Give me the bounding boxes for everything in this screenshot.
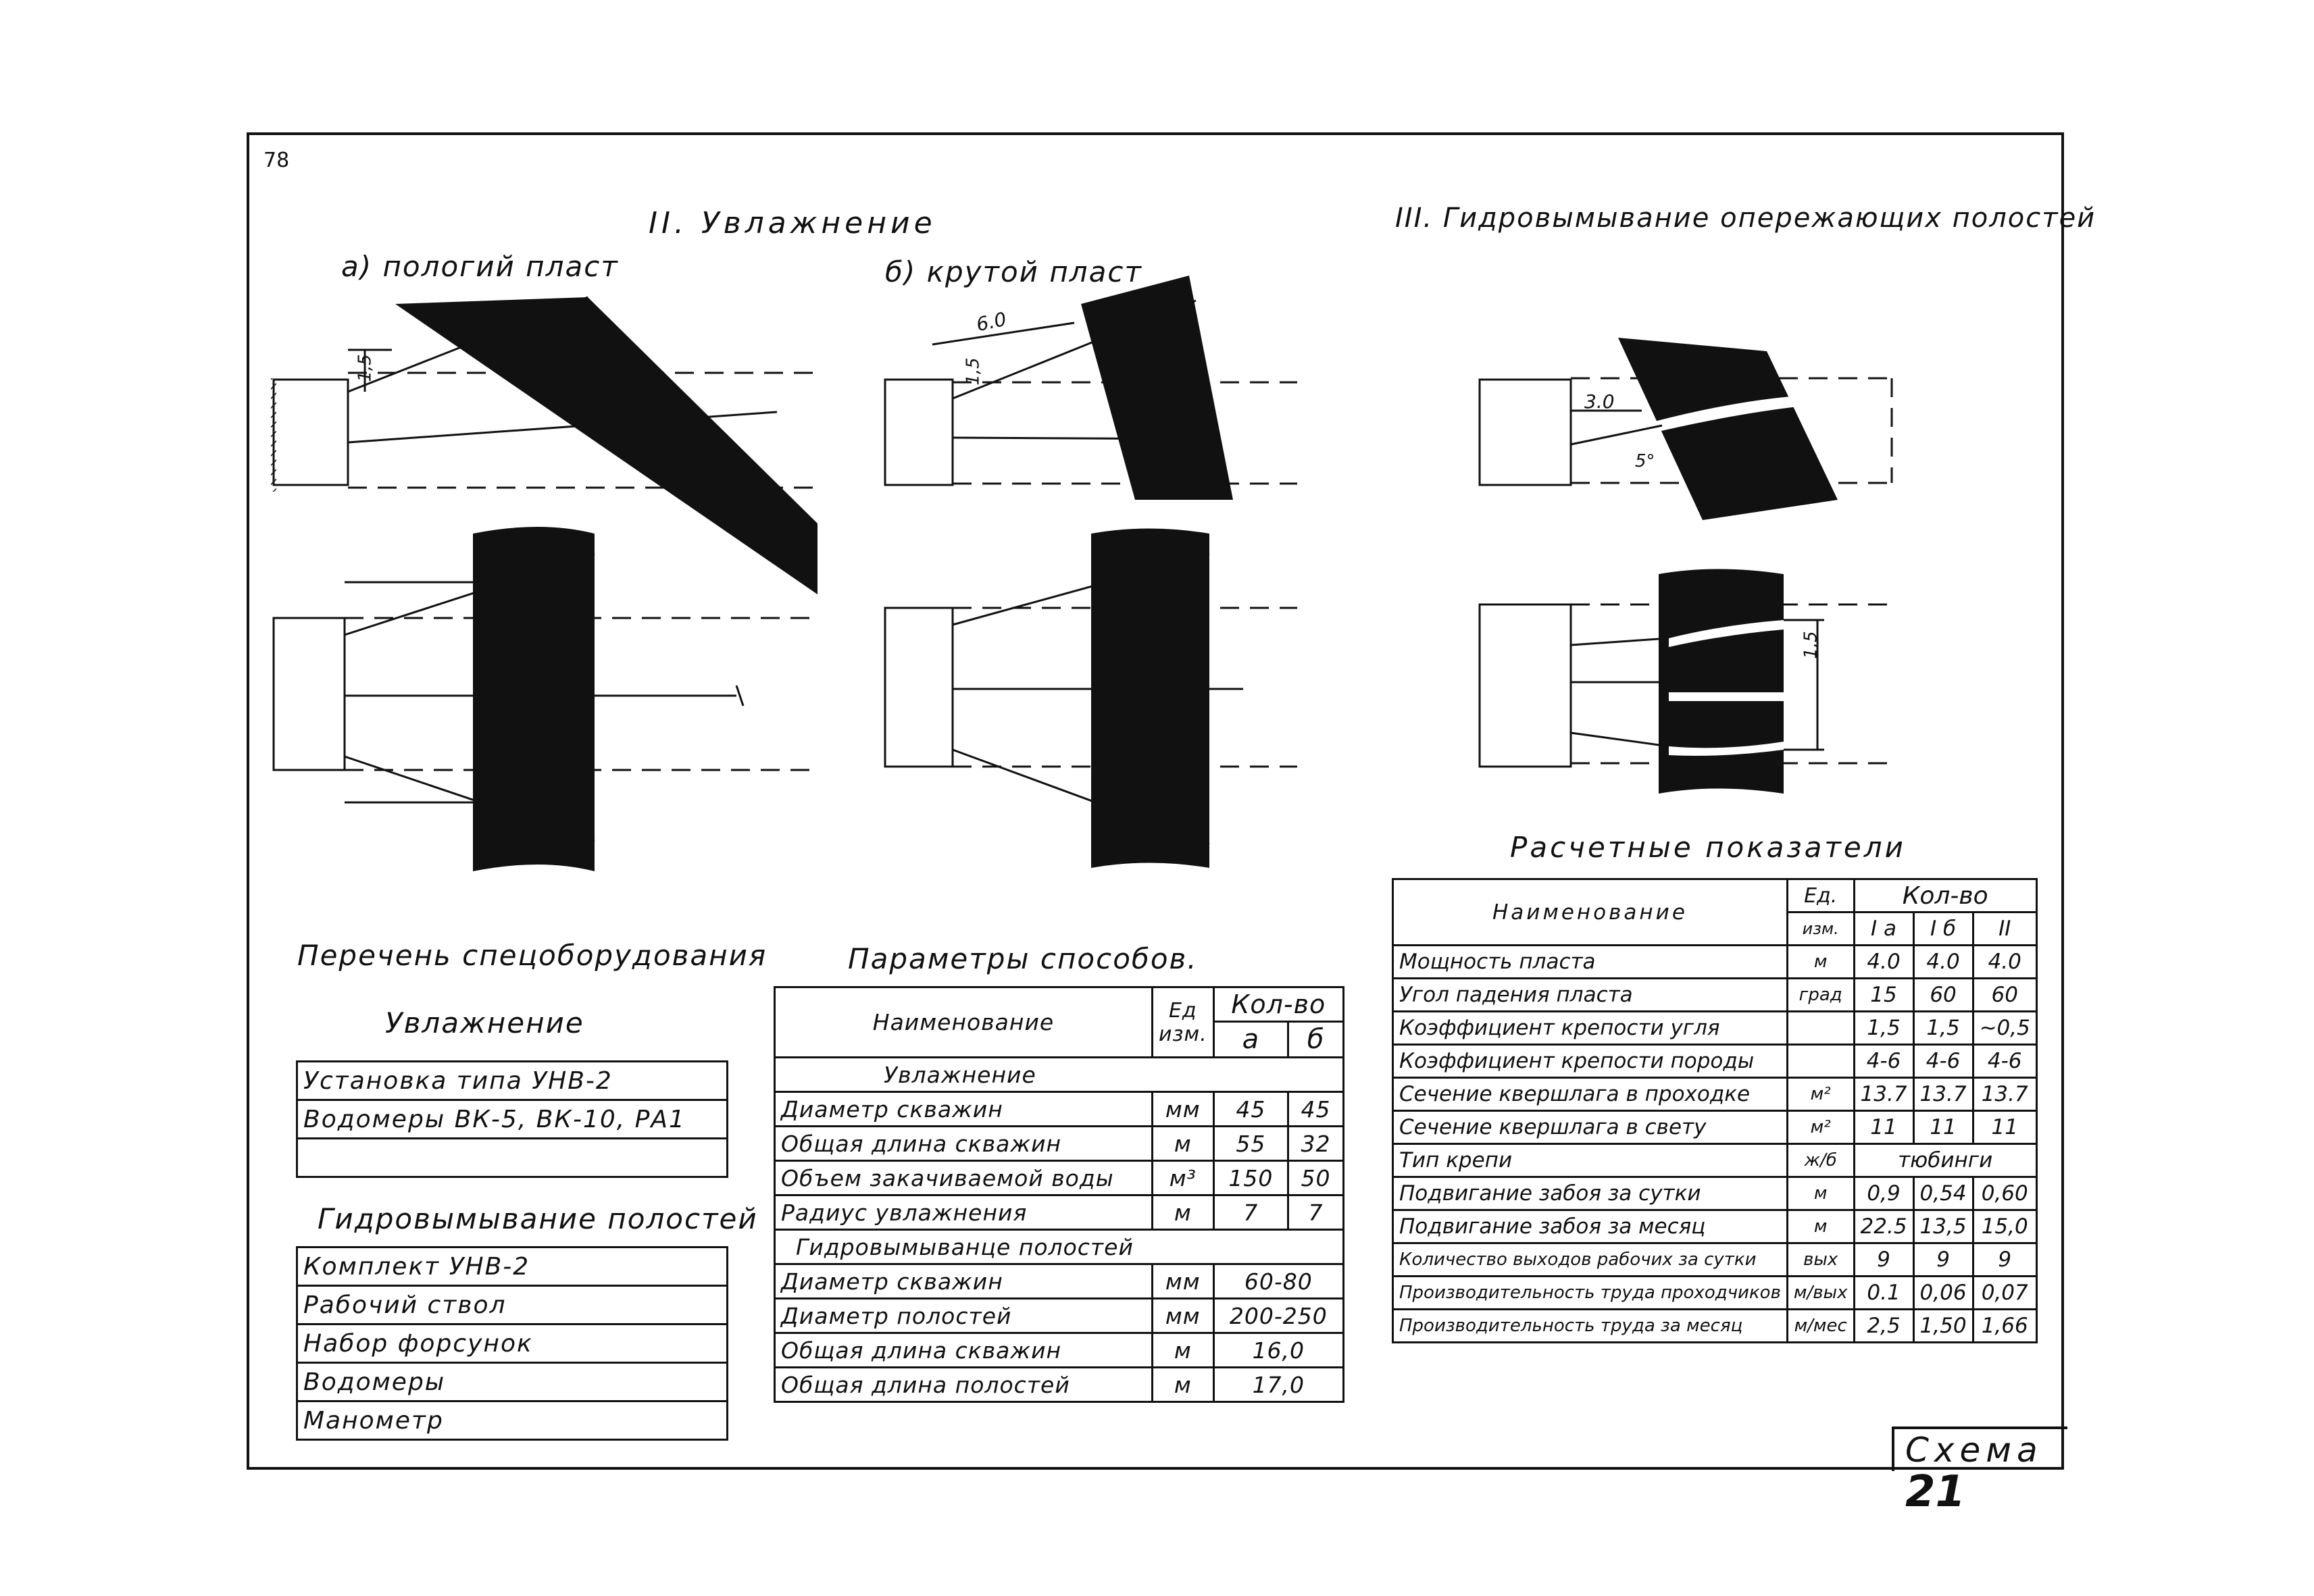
cell-v2: 13,5 xyxy=(1913,1210,1973,1243)
cell-unit: м xyxy=(1787,946,1854,979)
cell-name: Сечение квершлага в свету xyxy=(1393,1111,1788,1144)
cell-name: Общая длина скважин xyxy=(775,1127,1153,1161)
cell-name: Мощность пласта xyxy=(1393,946,1788,979)
cell-v2: 11 xyxy=(1913,1111,1973,1144)
list-item: Установка типа УНВ-2 xyxy=(297,1062,728,1100)
page-number: 78 xyxy=(263,149,290,172)
cell-unit: мм xyxy=(1153,1264,1214,1299)
list-item: Водомеры ВК-5, ВК-10, РА1 xyxy=(297,1100,728,1139)
col-header-unit-2: изм. xyxy=(1787,912,1854,946)
table-row xyxy=(1393,946,2037,979)
table-row xyxy=(1393,1144,2037,1177)
cell-v1: 2,5 xyxy=(1854,1310,1913,1343)
cell-v2: 60 xyxy=(1913,979,1973,1012)
cell-v3: 4.0 xyxy=(1973,946,2036,979)
table-row xyxy=(775,1264,1344,1299)
cell-v3: ~0,5 xyxy=(1973,1012,2036,1045)
cell-value: тюбинги xyxy=(1854,1144,2036,1177)
col-header-qty: Кол-во xyxy=(1854,879,2036,912)
dim-label: 1,5 xyxy=(1801,631,1821,659)
angle-label: 5° xyxy=(1635,451,1655,471)
cell-unit xyxy=(1787,1012,1854,1045)
cell-v3: 0,07 xyxy=(1973,1277,2036,1310)
dim-label: 1,5 xyxy=(355,354,376,382)
equipment-title: Перечень спецоборудования xyxy=(297,939,768,972)
cell-unit: м² xyxy=(1787,1111,1854,1144)
cell-name: Количество выходов рабочих за сутки xyxy=(1393,1243,1788,1277)
cell-unit: град xyxy=(1787,979,1854,1012)
cell-name: Тип крепи xyxy=(1393,1144,1788,1177)
col-header-2: I б xyxy=(1913,912,1973,946)
table-row xyxy=(1393,1310,2037,1343)
hydro-plan-view xyxy=(1480,569,1892,794)
flat-seam-plan-view xyxy=(274,527,818,871)
cell-unit: м³ xyxy=(1153,1161,1214,1195)
table-row xyxy=(1393,1078,2037,1111)
col-header-unit: Ед. xyxy=(1787,879,1854,912)
col-header-a: а xyxy=(1213,1022,1288,1058)
cell-a: 7 xyxy=(1213,1195,1288,1230)
list-item xyxy=(297,1139,728,1177)
list-item: Комплект УНВ-2 xyxy=(297,1247,728,1286)
moistening-title: II. Увлажнение xyxy=(649,206,936,240)
hydro-section-view xyxy=(1480,338,1892,520)
cell-name: Объем закачиваемой воды xyxy=(775,1161,1153,1195)
cell-v2: 0,06 xyxy=(1913,1277,1973,1310)
cell-name: Коэффициент крепости угля xyxy=(1393,1012,1788,1045)
schema-label xyxy=(1892,1426,2067,1517)
cell-v2: 13.7 xyxy=(1913,1078,1973,1111)
cell-unit: м xyxy=(1153,1368,1214,1402)
steep-seam-plan-view xyxy=(885,529,1297,869)
cell-value: 17,0 xyxy=(1213,1368,1343,1402)
cell-v3: 1,66 xyxy=(1973,1310,2036,1343)
cell-unit: вых xyxy=(1787,1243,1854,1277)
table-row xyxy=(1393,1045,2037,1078)
table-row xyxy=(1393,1111,2037,1144)
cell-v1: 11 xyxy=(1854,1111,1913,1144)
cell-v2: 1,5 xyxy=(1913,1012,1973,1045)
cell-name: Сечение квершлага в проходке xyxy=(1393,1078,1788,1111)
cell-name: Производительность труда за месяц xyxy=(1393,1310,1788,1343)
cell-unit: м xyxy=(1153,1333,1214,1368)
coal-seam-flat xyxy=(395,297,818,594)
col-header-name: Наименование xyxy=(775,987,1153,1058)
table-row xyxy=(775,1161,1344,1195)
cell-v2: 4.0 xyxy=(1913,946,1973,979)
cell-v1: 15 xyxy=(1854,979,1913,1012)
cell-name: Диаметр скважин xyxy=(775,1092,1153,1127)
cell-v2: 0,54 xyxy=(1913,1177,1973,1210)
cell-unit xyxy=(1787,1045,1854,1078)
table-row xyxy=(775,1195,1344,1230)
table-row xyxy=(775,1368,1344,1402)
cell-unit: м/вых xyxy=(1787,1277,1854,1310)
table-row xyxy=(775,1299,1344,1333)
cell-unit: м xyxy=(1153,1127,1214,1161)
col-header-name: Наименование xyxy=(1393,879,1788,946)
cell-v3: 13.7 xyxy=(1973,1078,2036,1111)
list-item: Водомеры xyxy=(297,1363,728,1401)
dim-label: 6.0 xyxy=(974,307,1009,336)
table-row xyxy=(775,1092,1344,1127)
calc-title: Расчетные показатели xyxy=(1510,831,1906,864)
cell-v3: 4-6 xyxy=(1973,1045,2036,1078)
cell-v3: 60 xyxy=(1973,979,2036,1012)
cell-v1: 4.0 xyxy=(1854,946,1913,979)
equipment-hydro-table xyxy=(296,1246,728,1441)
cell-v1: 9 xyxy=(1854,1243,1913,1277)
cell-unit: мм xyxy=(1153,1299,1214,1333)
cell-a: 45 xyxy=(1213,1092,1288,1127)
cell-unit: м/мес xyxy=(1787,1310,1854,1343)
cell-v3: 9 xyxy=(1973,1243,2036,1277)
flat-seam-label: а) пологий пласт xyxy=(341,250,619,283)
cell-value: 60-80 xyxy=(1213,1264,1343,1299)
cell-name: Производительность труда проходчиков xyxy=(1393,1277,1788,1310)
equipment-hydro-heading: Гидровымывание полостей xyxy=(318,1202,758,1235)
cell-name: Диаметр скважин xyxy=(775,1264,1153,1299)
cell-b: 7 xyxy=(1288,1195,1344,1230)
params-title: Параметры способов. xyxy=(848,942,1198,975)
cell-name: Радиус увлажнения xyxy=(775,1195,1153,1230)
cell-name: Угол падения пласта xyxy=(1393,979,1788,1012)
col-header-qty: Кол-во xyxy=(1213,987,1343,1022)
cell-v2: 4-6 xyxy=(1913,1045,1973,1078)
cell-b: 32 xyxy=(1288,1127,1344,1161)
col-header-1: I а xyxy=(1854,912,1913,946)
dim-label: 1,5 xyxy=(963,357,984,386)
schema-number: 21 xyxy=(1905,1467,1966,1517)
cell-v3: 11 xyxy=(1973,1111,2036,1144)
table-row xyxy=(1393,1210,2037,1243)
cell-unit: м xyxy=(1787,1210,1854,1243)
steep-seam-section-view xyxy=(885,276,1297,500)
section-row: Увлажнение xyxy=(775,1058,1344,1092)
list-item: Рабочий ствол xyxy=(297,1286,728,1324)
params-table xyxy=(774,986,1344,1403)
cell-v1: 1,5 xyxy=(1854,1012,1913,1045)
list-item: Манометр xyxy=(297,1401,728,1440)
cell-v1: 22.5 xyxy=(1854,1210,1913,1243)
cell-v2: 1,50 xyxy=(1913,1310,1973,1343)
cell-v1: 4-6 xyxy=(1854,1045,1913,1078)
table-row xyxy=(775,1127,1344,1161)
cell-v3: 0,60 xyxy=(1973,1177,2036,1210)
cell-name: Подвигание забоя за сутки xyxy=(1393,1177,1788,1210)
cell-unit: м xyxy=(1153,1195,1214,1230)
cell-unit: ж/б xyxy=(1787,1144,1854,1177)
table-row xyxy=(1393,979,2037,1012)
cell-unit: мм xyxy=(1153,1092,1214,1127)
cell-name: Общая длина скважин xyxy=(775,1333,1153,1368)
table-row xyxy=(775,1333,1344,1368)
cell-name: Подвигание забоя за месяц xyxy=(1393,1210,1788,1243)
dim-label: 3.0 xyxy=(1584,390,1615,413)
table-row xyxy=(1393,1243,2037,1277)
col-header-b: б xyxy=(1288,1022,1344,1058)
cell-v1: 0.1 xyxy=(1854,1277,1913,1310)
section-row: Гидровымыванце полостей xyxy=(775,1230,1344,1264)
cell-v1: 13.7 xyxy=(1854,1078,1913,1111)
cell-value: 16,0 xyxy=(1213,1333,1343,1368)
cell-b: 45 xyxy=(1288,1092,1344,1127)
cell-value: 200-250 xyxy=(1213,1299,1343,1333)
cell-v2: 9 xyxy=(1913,1243,1973,1277)
equipment-moist-heading: Увлажнение xyxy=(385,1006,584,1039)
cell-unit: м² xyxy=(1787,1078,1854,1111)
equipment-moist-table xyxy=(296,1060,728,1178)
cell-a: 55 xyxy=(1213,1127,1288,1161)
table-row xyxy=(1393,1177,2037,1210)
cell-b: 50 xyxy=(1288,1161,1344,1195)
table-row xyxy=(1393,1012,2037,1045)
cell-name: Коэффициент крепости породы xyxy=(1393,1045,1788,1078)
hydro-title: III. Гидровымывание опережающих полостей xyxy=(1395,203,2096,234)
cell-a: 150 xyxy=(1213,1161,1288,1195)
cell-name: Общая длина полостей xyxy=(775,1368,1153,1402)
steep-seam-label: б) крутой пласт xyxy=(885,255,1142,288)
table-row xyxy=(1393,1277,2037,1310)
calc-table xyxy=(1392,878,2038,1343)
col-header-unit: Ед изм. xyxy=(1153,987,1214,1058)
cell-v1: 0,9 xyxy=(1854,1177,1913,1210)
col-header-3: II xyxy=(1973,912,2036,946)
cell-unit: м xyxy=(1787,1177,1854,1210)
list-item: Набор форсунок xyxy=(297,1324,728,1363)
schema-text: Схема xyxy=(1905,1431,2043,1470)
coal-seam-steep xyxy=(1081,276,1233,500)
cell-name: Диаметр полостей xyxy=(775,1299,1153,1333)
cell-v3: 15,0 xyxy=(1973,1210,2036,1243)
